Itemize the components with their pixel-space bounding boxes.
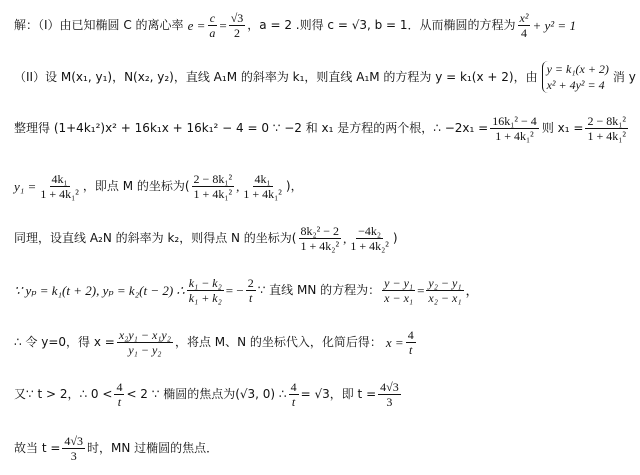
numerator: 2 − 8k₁² [193,171,233,186]
numerator: c [209,10,216,25]
text: 则 x₁ = [541,121,584,135]
fraction [229,12,246,39]
text: < 2 ∵ 椭圆的焦点为(√3, 0) ∴ [126,387,287,401]
fraction [246,277,256,304]
numerator: 2 [247,275,254,290]
numerator: y − y₁ [384,275,414,290]
fraction [518,12,531,39]
fraction [192,173,235,200]
denominator: y₁ − y₂ [128,342,162,357]
numerator: 4 [290,379,297,394]
text: 故当 t = [14,441,61,455]
fraction [378,381,401,408]
text: , [236,178,240,194]
denominator: k₁ + k₂ [188,290,222,305]
fraction [241,173,284,200]
numerator: √3 [230,10,244,25]
numerator: 4k₁ [51,171,68,186]
numerator: x₂y₁ − x₁y₂ [118,327,171,342]
denominator: t [117,394,122,409]
text: ∵ 直线 MN 的方程为： [257,283,381,297]
text: )， [285,179,303,193]
text: = [417,282,425,298]
denominator: 1 + 4k₁² [243,186,282,201]
text: 整理得 (1+4k₁²)x² + 16k₁x + 16k₁² − 4 = 0 ∵ −2 和 x₁ 是方程的两个根，∴ −2x₁ = [14,121,489,135]
fraction [117,329,173,356]
denominator: 1 + 4k₁² [193,186,233,201]
fraction [299,225,342,252]
text: 又∵ t > 2，∴ 0 < [14,387,113,401]
equation-system [542,61,609,93]
denominator: t [291,394,296,409]
text: + y² = 1 [532,17,576,33]
denominator: 1 + 4k₁² [40,186,79,201]
text: e = [187,17,206,33]
solution-line-3 [14,108,630,148]
numerator: 16k₁² − 4 [492,113,537,128]
denominator: 4 [521,25,528,40]
denominator: t [249,290,253,305]
text: 同理，设直线 A₂N 的斜率为 k₂，则得点 N 的坐标为( [14,231,297,245]
solution-line-8 [14,374,630,414]
denominator: 1 + 4k₂² [300,238,340,253]
denominator: 2 [234,25,240,40]
text: （II）设 M(x₁, y₁)，N(x₂, y₂)，直线 A₁M 的斜率为 k₁，则直线 A₁M 的方程为 y = k₁(x + 2)，由 [14,70,538,84]
denominator: 3 [386,394,393,409]
text: ，a = 2 .则得 c = √3, b = 1．从而椭圆的方程为 [247,18,516,32]
numerator: 4 [407,327,414,342]
numerator: −4k₂ [358,223,382,238]
text: x = [385,334,404,350]
numerator: k₁ − k₂ [188,275,222,290]
solution-line-5 [14,218,630,258]
fraction [490,115,539,142]
fraction [207,12,217,39]
denominator: a [209,25,216,40]
fraction [348,225,391,252]
fraction [585,115,628,142]
numerator: 4 [116,379,123,394]
text: ，将点 M、N 的坐标代入，化简后得： [174,335,382,349]
denominator: x − x₁ [384,290,414,305]
solution-line-9 [14,428,630,468]
text: ∴ 令 y=0，得 x = [14,335,115,349]
numerator: 4√3 [64,433,83,448]
text: ∵ yₚ = k₁(t + 2), yₚ = k₂(t − 2) ∴ [14,282,185,298]
fraction [38,173,81,200]
numerator: 2 − 8k₁² [587,113,626,128]
numerator: 4k₁ [254,171,271,186]
fraction [187,277,224,304]
denominator: 3 [70,448,77,463]
fraction [382,277,415,304]
fraction [406,329,416,356]
system-equation: y = k₁(x + 2) [546,62,609,76]
text: = [219,17,227,33]
text: , [343,230,347,246]
text: = √3，即 t = [300,387,377,401]
system-equation: x² + 4y² = 4 [546,78,605,92]
solution-line-6 [14,270,630,310]
numerator: x² [519,10,529,25]
denominator: 1 + 4k₂² [350,238,389,253]
solution-line-7 [14,322,630,362]
numerator: 8k₂² − 2 [300,223,340,238]
text: 解：（I）由已知椭圆 C 的离心率 [14,18,184,32]
denominator: x₂ − x₁ [428,290,462,305]
denominator: t [409,342,413,357]
text: = − [225,282,244,298]
fraction [62,435,85,462]
numerator: y₂ − y₁ [428,275,462,290]
text: y₁ = [14,178,37,194]
denominator: 1 + 4k₁² [495,128,534,143]
fraction [114,381,124,408]
denominator: 1 + 4k₁² [587,128,626,143]
solution-line-2 [14,58,636,96]
solution-line-1 [14,6,630,44]
text: ，即点 M 的坐标为( [82,179,190,193]
fraction [289,381,299,408]
fraction [426,277,463,304]
text: ， [465,282,479,298]
text: 时，MN 过椭圆的焦点． [86,441,219,455]
numerator: 4√3 [380,379,399,394]
solution-line-4 [14,166,630,206]
text: ) [392,231,398,245]
text: 消 y [612,70,636,84]
